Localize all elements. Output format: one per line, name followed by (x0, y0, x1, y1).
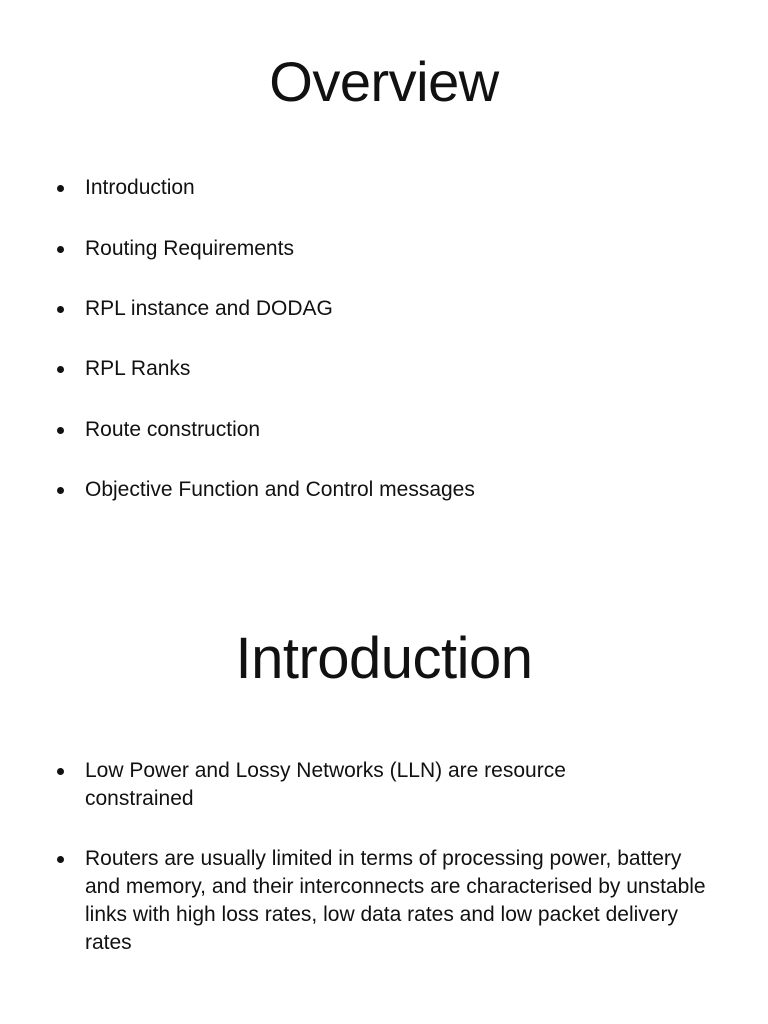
list-item-text: RPL instance and DODAG (85, 297, 333, 320)
list-item-text: Route construction (85, 418, 261, 441)
list-item-text: Objective Function and Control messages (85, 478, 475, 501)
list-item-text: Routing Requirements (85, 237, 294, 260)
list-item-text: RPL Ranks (85, 357, 191, 380)
bullet-dot-icon (57, 856, 64, 863)
list-item (85, 757, 645, 813)
bullet-dot-icon (57, 768, 64, 775)
list-item (85, 845, 710, 957)
overview-title: Overview (269, 50, 499, 113)
list-item-text: Introduction (85, 176, 195, 199)
list-item-text: Routers are usually limited in terms of processing power, battery and memory, and their interconnects are characterised by unstable links with high loss rates, low data rates and low packet delivery rates (85, 847, 706, 954)
introduction-title: Introduction (235, 626, 533, 691)
list-item-text: Low Power and Lossy Networks (LLN) are resource constrained (85, 759, 566, 810)
